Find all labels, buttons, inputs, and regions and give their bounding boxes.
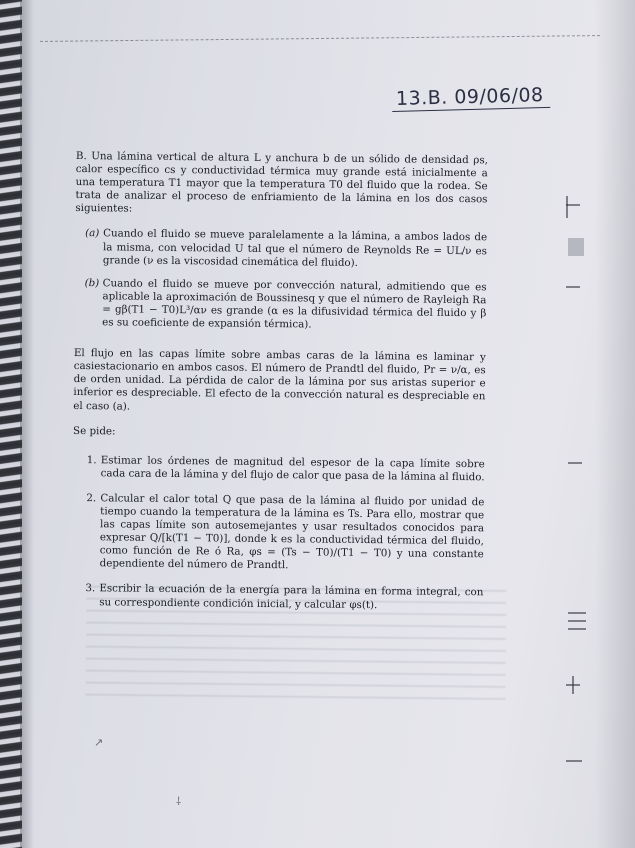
show-through-text	[85, 586, 506, 700]
binding-shadow	[20, 0, 34, 848]
bleed-mark	[566, 760, 582, 762]
question-number: 3.	[85, 582, 96, 595]
question-number: 1.	[86, 453, 97, 466]
question-1	[87, 454, 485, 484]
spiral-binding	[0, 0, 22, 848]
bleed-mark	[566, 196, 568, 218]
handwritten-exam-code: 13.B. 09/06/08	[392, 84, 550, 112]
case-label: (a)	[85, 227, 100, 240]
bleed-mark	[566, 204, 580, 206]
pen-mark: ↗	[94, 736, 104, 749]
case-b	[84, 277, 487, 334]
question-text: Estimar los órdenes de magnitud del espesor de la capa límite sobre cada cara de la lámina y del flujo de calor que pasa de la lámina al fluido.	[100, 453, 485, 484]
bleed-mark	[572, 676, 574, 694]
case-text: Cuando el fluido se mueve por convección natural, admitiendo que es aplicable la aproximación de Boussinesq y que el número de Rayleigh Ra = gβ(T1 − T0)L³/αν es grande (α es la difusividad térmica del fluido y β es su coeficiente de expansión térmica).	[102, 277, 487, 331]
question-text: Escribir la ecuación de la energía para la lámina en forma integral, con su correspondiente condición inicial, y calcular φs(t).	[99, 582, 484, 611]
problem-statement	[71, 150, 488, 625]
question-text: Calcular el calor total Q que pasa de la lámina al fluido por unidad de tiempo cuando la temperatura de la lámina es Ts. Para ello, mostrar que las capas límite son autosemejantes y usar resultados conocidos para expresar Q/[k(T1 − T0)], donde k es la conductividad térmica del fluido, como función de Re ó Ra, φs = (Ts − T0)/(T1 − T0) y una constante dependiente del número de Prandtl.	[99, 492, 485, 572]
se-pide-heading: Se pide:	[72, 424, 116, 438]
question-number: 2.	[86, 492, 97, 505]
top-edge-marks	[40, 35, 600, 44]
bleed-mark	[568, 620, 586, 622]
problem-intro: B. Una lámina vertical de altura L y anchura b de un sólido de densidad ρs, calor específico cs y conductividad térmica muy grande está inicialmente a una temperatura T1 mayor que la temperatura T0 del fluido que la rodea. Se trata de analizar el proceso de enfriamiento de la lámina en los dos casos siguientes:	[75, 150, 488, 215]
bleed-mark	[568, 462, 582, 464]
question-2	[86, 492, 485, 575]
page-edge-shadow	[595, 0, 635, 848]
bleed-mark	[568, 612, 586, 614]
case-label: (b)	[84, 276, 100, 290]
case-a	[85, 228, 487, 271]
bleed-mark	[568, 628, 586, 630]
bleed-mark	[566, 286, 580, 288]
bleed-mark	[568, 238, 584, 256]
pen-mark: ⸸	[176, 795, 182, 808]
problem-conditions: El flujo en las capas límite sobre ambas caras de la lámina es laminar y casiestacionario en ambos casos. El número de Prandtl del fluido, Pr = ν/α, es de orden unidad. La pérdida de calor de la lámina por sus aristas superior e inferior es despreciable. El efecto de la convección natural es despreciable en el caso (a).	[73, 347, 486, 413]
case-text: Cuando el fluido se mueve paralelamente a la lámina, a ambos lados de la misma, con velocidad U tal que el número de Reynolds Re = UL/ν es grande (ν es la viscosidad cinemática del fluido).	[102, 227, 488, 269]
